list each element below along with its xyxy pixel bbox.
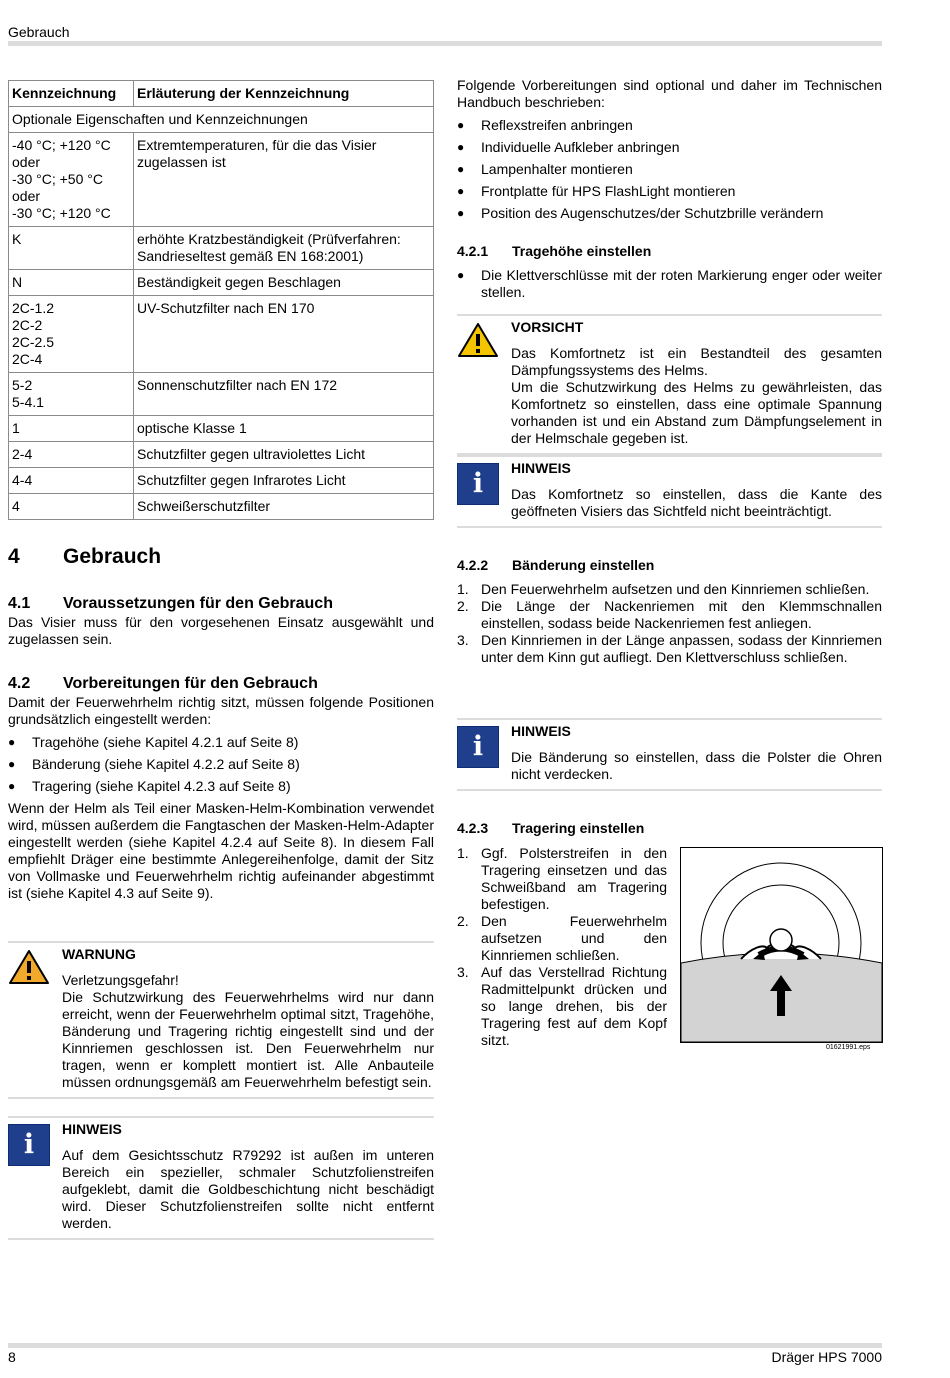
step-text: Den Feuerwehrhelm aufsetzen und den Kinnriemen schließen. bbox=[481, 913, 667, 963]
chapter-title: Gebrauch bbox=[63, 545, 162, 568]
step-list bbox=[457, 267, 882, 301]
table-desc-cell: optische Klasse 1 bbox=[134, 416, 434, 442]
list-item: ● Reflexstreifen anbringen bbox=[457, 117, 882, 134]
notice-text: Das Komfortnetz ist ein Bestandteil des gesamten Dämpfungssystems des Helms. Um die Schutzwirkung des Helms zu gewährleisten, das Komfortnetz so einstellen, dass eine optimale Spannung vorhanden ist und ein Abstand zum Dämpfungselement in der Helmschale gegeben ist. bbox=[511, 345, 882, 446]
section-4-2-1 bbox=[457, 243, 882, 306]
section-number: 4.1 bbox=[8, 595, 31, 612]
optional-preparations bbox=[457, 77, 882, 227]
list-item: ● Frontplatte für HPS FlashLight montieren bbox=[457, 183, 882, 200]
step-text: Die Länge der Nackenriemen mit den Klemmschnallen einstellen, sodass beide Nackenriemen fest anliegen. bbox=[481, 598, 882, 631]
notice-text: Verletzungsgefahr! Die Schutzwirkung des Feuerwehrhelms wird nur dann erreicht, wenn der Feuerwehrhelm optimal sitzt, Tragehöhe, Bänderung und Tragering richtig eingestellt sind und der Kinnriemen geschlossen ist. Den Feuerwehrhelm nur tragen, wenn er komplett montiert ist. Alle Anbauteile müssen ordnungsgemäß am Feuerwehrhelm befestigt sein. bbox=[62, 972, 434, 1090]
table-code-cell: 2-4 bbox=[9, 442, 134, 468]
subsection-heading bbox=[457, 820, 882, 837]
subsection-title: Tragering einstellen bbox=[512, 820, 645, 836]
notice-title: HINWEIS bbox=[511, 723, 571, 739]
subsection-title: Tragehöhe einstellen bbox=[512, 243, 652, 259]
step-list bbox=[457, 581, 882, 666]
list-item: 2. Den Feuerwehrhelm aufsetzen und den Kinnriemen schließen. bbox=[457, 913, 667, 963]
list-item: 2. Die Länge der Nackenriemen mit den Klemmschnallen einstellen, sodass beide Nackenriemen fest anliegen. bbox=[457, 598, 882, 631]
section-text: Das Visier muss für den vorgesehenen Einsatz ausgewählt und zugelassen sein. bbox=[8, 614, 434, 647]
info-icon: i bbox=[457, 463, 499, 505]
caution-notice bbox=[457, 314, 882, 455]
adjustment-wheel-figure bbox=[680, 847, 883, 1043]
table-header-cell: Erläuterung der Kennzeichnung bbox=[134, 81, 434, 107]
subsection-heading bbox=[457, 243, 882, 260]
subsection-title: Bänderung einstellen bbox=[512, 557, 655, 573]
notice-text: Das Komfortnetz so einstellen, dass die Kante des geöffneten Visiers das Sichtfeld nicht beeinträchtigt. bbox=[511, 486, 882, 519]
list-item: ● Bänderung (siehe Kapitel 4.2.2 auf Seite 8) bbox=[8, 756, 434, 773]
list-item: ● Position des Augenschutzes/der Schutzbrille verändern bbox=[457, 205, 882, 222]
info-icon: i bbox=[8, 1124, 50, 1166]
table-code-cell: 2C-1.2 2C-2 2C-2.5 2C-4 bbox=[9, 296, 134, 373]
helmet-illustration bbox=[681, 848, 882, 1042]
section-paragraph: Wenn der Helm als Teil einer Masken-Helm-Kombination verwendet wird, müssen außerdem die Fangtaschen der Masken-Helm-Adapter eingestellt werden (siehe Kapitel 4.2.4 auf Seite 8). In diesem Fall empfiehlt Dräger eine bestimmte Anlegereihenfolge, damit der Sitz von Vollmaske und Feuerwehrhelm richtig aufeinander abgestimmt ist (siehe Kapitel 4.3 auf Seite 9). bbox=[8, 800, 434, 901]
list-item: ● Die Klettverschlüsse mit der roten Markierung enger oder weiter stellen. bbox=[457, 267, 882, 301]
table-code-cell: 4 bbox=[9, 494, 134, 520]
table-row bbox=[9, 227, 434, 270]
section-title: Vorbereitungen für den Gebrauch bbox=[63, 675, 318, 692]
list-item: ● Individuelle Aufkleber anbringen bbox=[457, 139, 882, 156]
table-desc-cell: Schutzfilter gegen Infrarotes Licht bbox=[134, 468, 434, 494]
list-item: 3. Den Kinnriemen in der Länge anpassen, sodass der Kinnriemen unter dem Kinn gut aufliegt. Den Klettverschluss schließen. bbox=[457, 632, 882, 665]
table-code-cell: 4-4 bbox=[9, 468, 134, 494]
running-header: Gebrauch bbox=[8, 24, 70, 40]
table-row bbox=[9, 133, 434, 227]
notice-text: Die Bänderung so einstellen, dass die Polster die Ohren nicht verdecken. bbox=[511, 749, 882, 782]
position-list bbox=[8, 734, 434, 795]
table-header-cell: Kennzeichnung bbox=[9, 81, 134, 107]
subsection-heading bbox=[457, 557, 882, 574]
tragering-steps bbox=[457, 845, 667, 1049]
figure-caption: 01621991.eps bbox=[826, 1044, 871, 1051]
table-desc-cell: UV-Schutzfilter nach EN 170 bbox=[134, 296, 434, 373]
subsection-number: 4.2.1 bbox=[457, 243, 489, 259]
chapter-number: 4 bbox=[8, 545, 20, 568]
hint-notice bbox=[457, 718, 882, 791]
table-row bbox=[9, 468, 434, 494]
notice-title: HINWEIS bbox=[511, 460, 571, 476]
section-4-2-3 bbox=[457, 820, 882, 837]
table-code-cell: K bbox=[9, 227, 134, 270]
section-intro: Folgende Vorbereitungen sind optional und daher im Technischen Handbuch beschrieben: bbox=[457, 77, 882, 110]
table-code-cell: -40 °C; +120 °C oder -30 °C; +50 °C oder -30 °C; +120 °C bbox=[9, 133, 134, 227]
table-row bbox=[9, 416, 434, 442]
warning-icon bbox=[8, 949, 50, 989]
hint-notice bbox=[457, 455, 882, 528]
notice-title: HINWEIS bbox=[62, 1121, 122, 1137]
table-desc-cell: Beständigkeit gegen Beschlagen bbox=[134, 270, 434, 296]
caution-icon bbox=[457, 322, 499, 362]
section-intro: Damit der Feuerwehrhelm richtig sitzt, müssen folgende Positionen grundsätzlich eingestellt werden: bbox=[8, 694, 434, 727]
page-number: 8 bbox=[8, 1349, 16, 1365]
section-title: Voraussetzungen für den Gebrauch bbox=[63, 595, 333, 612]
list-item: ● Lampenhalter montieren bbox=[457, 161, 882, 178]
warning-notice bbox=[8, 941, 434, 1099]
table-row bbox=[9, 494, 434, 520]
section-4-2 bbox=[8, 675, 434, 902]
table-desc-cell: Schutzfilter gegen ultraviolettes Licht bbox=[134, 442, 434, 468]
step-text: Den Feuerwehrhelm aufsetzen und den Kinnriemen schließen. bbox=[481, 581, 870, 597]
step-text: Ggf. Polsterstreifen in den Tragering einsetzen und das Schweißband am Tragering befestigen. bbox=[481, 845, 667, 912]
table-row bbox=[9, 296, 434, 373]
section-heading bbox=[8, 675, 434, 692]
table-row bbox=[9, 442, 434, 468]
list-item: 1. Den Feuerwehrhelm aufsetzen und den Kinnriemen schließen. bbox=[457, 581, 870, 597]
header-rule bbox=[8, 41, 882, 46]
step-list bbox=[457, 845, 667, 1049]
table-code-cell: 5-2 5-4.1 bbox=[9, 373, 134, 416]
marking-table bbox=[8, 80, 434, 520]
step-text: Den Kinnriemen in der Länge anpassen, sodass der Kinnriemen unter dem Kinn gut aufliegt. Den Klettverschluss schließen. bbox=[481, 632, 882, 665]
subsection-number: 4.2.2 bbox=[457, 557, 489, 573]
table-desc-cell: Sonnenschutzfilter nach EN 172 bbox=[134, 373, 434, 416]
table-row bbox=[9, 270, 434, 296]
list-item: 1. Ggf. Polsterstreifen in den Tragering einsetzen und das Schweißband am Tragering befestigen. bbox=[457, 845, 667, 912]
notice-title: VORSICHT bbox=[511, 319, 584, 335]
hint-notice bbox=[8, 1116, 434, 1240]
optional-list bbox=[457, 117, 882, 222]
list-item: ● Tragehöhe (siehe Kapitel 4.2.1 auf Seite 8) bbox=[8, 734, 434, 751]
list-item: 3. Auf das Verstellrad Richtung Radmittelpunkt drücken und so lange drehen, bis der Tragering fest auf dem Kopf sitzt. bbox=[457, 964, 667, 1048]
section-number: 4.2 bbox=[8, 675, 31, 692]
product-name: Dräger HPS 7000 bbox=[771, 1349, 882, 1365]
chapter-heading bbox=[8, 545, 434, 568]
list-item: ● Tragering (siehe Kapitel 4.2.3 auf Seite 8) bbox=[8, 778, 434, 795]
notice-text: Auf dem Gesichtsschutz R79292 ist außen im unteren Bereich ein spezieller, schmaler Schutzfolienstreifen aufgeklebt, damit die Goldbeschichtung nicht beschädigt wird. Dieser Schutzfolienstreifen sollte nicht entfernt werden. bbox=[62, 1147, 434, 1231]
table-desc-cell: Extremtemperaturen, für die das Visier zugelassen ist bbox=[134, 133, 434, 227]
table-code-cell: 1 bbox=[9, 416, 134, 442]
notice-title: WARNUNG bbox=[62, 946, 136, 962]
table-section-row bbox=[9, 107, 434, 133]
table-row bbox=[9, 373, 434, 416]
section-4-2-2 bbox=[457, 557, 882, 666]
section-4-1 bbox=[8, 595, 434, 648]
table-code-cell: N bbox=[9, 270, 134, 296]
footer-rule bbox=[8, 1343, 882, 1348]
table-desc-cell: erhöhte Kratzbeständigkeit (Prüfverfahren: Sandrieseltest gemäß EN 168:2001) bbox=[134, 227, 434, 270]
chapter-4-block bbox=[8, 545, 434, 568]
table-header-row bbox=[9, 81, 434, 107]
section-heading bbox=[8, 595, 434, 612]
table-desc-cell: Schweißerschutzfilter bbox=[134, 494, 434, 520]
subsection-number: 4.2.3 bbox=[457, 820, 489, 836]
table-section-cell: Optionale Eigenschaften und Kennzeichnungen bbox=[9, 107, 434, 133]
info-icon: i bbox=[457, 726, 499, 768]
step-text: Auf das Verstellrad Richtung Radmittelpunkt drücken und so lange drehen, bis der Tragering fest auf dem Kopf sitzt. bbox=[481, 964, 667, 1048]
